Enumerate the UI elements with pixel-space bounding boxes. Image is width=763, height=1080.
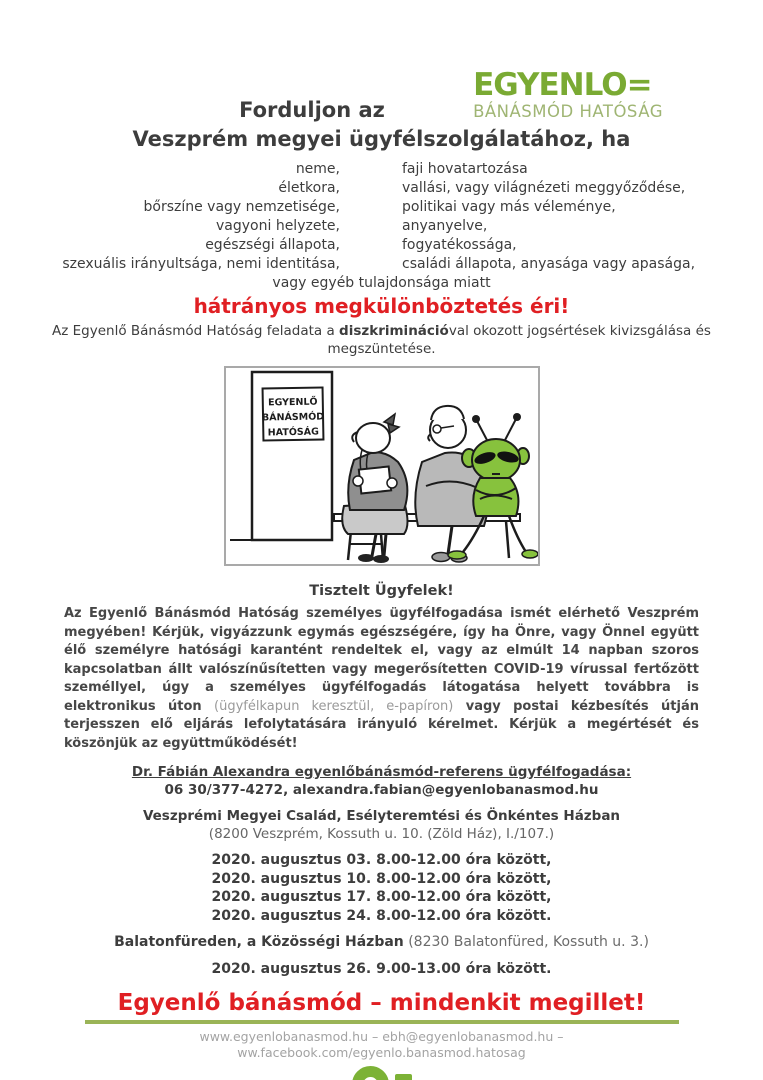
contact-block [0, 763, 763, 978]
grounds-closing-line: vagy egyéb tulajdonsága miatt [272, 275, 491, 291]
balaton-address: (8230 Balatonfüred, Kossuth u. 3.) [403, 934, 649, 950]
page-title-line2: Veszprém megyei ügyfélszolgálatához, ha [132, 127, 631, 151]
mission-prefix: Az Egyenlő Bánásmód Hatóság feladata a [52, 323, 340, 339]
list-item [0, 255, 763, 274]
waiting-person-woman [342, 414, 407, 563]
ground-right: családi állapota, anyasága vagy apasága, [402, 256, 696, 272]
slogan: Egyenlő bánásmód – mindenkit megillet! [117, 990, 646, 1016]
list-item [0, 179, 763, 198]
ebh-logo [473, 67, 663, 121]
ground-left: egészségi állapota, [205, 237, 340, 253]
mission-suffix: val okozott jogsértések kivizsgálása és megszüntetése. [327, 323, 711, 357]
ground-left: szexuális irányultsága, nemi identitása, [62, 256, 340, 272]
logo-ring-shape [352, 1066, 389, 1080]
divider-rule [85, 1020, 679, 1024]
schedule-date: 2020. augusztus 24. 8.00-12.00 óra között. [211, 907, 552, 924]
notice-text-2: vagy postai kézbesítés útján terjesszen elő eljárás lefolytatására irányuló kérelmet. Kérjük a megértését és köszönjük az együttműködését! [64, 698, 699, 751]
venue-address: (8200 Veszprém, Kossuth u. 10. (Zöld Ház), I./107.) [208, 826, 555, 842]
notice-text-gray: (ügyfélkapun keresztül, e-papíron) [214, 698, 454, 714]
ebh-logo-wordmark: EGYENLO= [473, 67, 652, 103]
ground-right: fogyatékossága, [402, 237, 517, 253]
list-item [0, 217, 763, 236]
list-item [0, 160, 763, 179]
office-sign [261, 387, 324, 440]
balaton-line [0, 933, 763, 952]
phone-email-line[interactable]: 06 30/377-4272, alexandra.fabian@egyenlobanasmod.hu [164, 782, 599, 798]
balaton-venue: Balatonfüreden, a Közösségi Házban [114, 934, 404, 950]
referent-line: Dr. Fábián Alexandra egyenlőbánásmód-referens ügyfélfogadása: [131, 764, 632, 780]
list-item [0, 236, 763, 255]
footer-links [0, 1029, 763, 1061]
ground-right: politikai vagy más véleménye, [402, 199, 616, 215]
svg-text:EGYENLŐ: EGYENLŐ [267, 396, 318, 409]
footer-link-facebook[interactable]: ww.facebook.com/egyenlo.banasmod.hatosag [237, 1045, 526, 1060]
ground-left: vagyoni helyzete, [216, 218, 340, 234]
balaton-schedule-date: 2020. augusztus 26. 9.00-13.00 óra között. [211, 960, 552, 977]
svg-text:HATÓSÁG: HATÓSÁG [267, 426, 319, 439]
waiting-room-cartoon [224, 366, 540, 566]
notice-text-1: Az Egyenlő Bánásmód Hatóság személyes ügyfélfogadása ismét elérhető Veszprém megyében! Kérjük, vigyázzunk egymás egészségére, így ha Önre, vagy Önnel együtt élő személyre hatósági karantént rendeltek el, vagy az elmúlt 14 napban szoros kapcsolatban állt valószínűsítetten vagy megerősítetten COVID-19 vírussal fertőzött személlyel, úgy a személyes ügyfélfogadás látogatása helyett továbbra is elektronikus úton [64, 606, 699, 714]
ground-left: életkora, [278, 180, 340, 196]
svg-text:BÁNÁSMÓD: BÁNÁSMÓD [261, 411, 324, 424]
ground-right: vallási, vagy világnézeti meggyőződése, [402, 180, 686, 196]
ground-left: bőrszíne vagy nemzetisége, [143, 199, 340, 215]
schedule-list [0, 851, 763, 925]
ground-right: anyanyelve, [402, 218, 488, 234]
discrimination-grounds-list [0, 160, 763, 274]
footer-link-web-email[interactable]: www.egyenlobanasmod.hu – ebh@egyenlobanasmod.hu – [199, 1029, 564, 1044]
schedule-date: 2020. augusztus 17. 8.00-12.00 óra között, [211, 889, 552, 905]
ground-right: faji hovatartozása [402, 161, 528, 177]
ground-left: neme, [295, 161, 340, 177]
discrimination-highlight: hátrányos megkülönböztetés éri! [193, 294, 570, 318]
mission-bold-word: diszkrimináció [339, 323, 449, 339]
notice-title: Tisztelt Ügyfelek! [309, 583, 454, 599]
ebh-equals-logo-icon [0, 1066, 763, 1080]
mission-statement [42, 322, 722, 358]
ebh-logo-subtitle: BÁNÁSMÓD HATÓSÁG [473, 102, 663, 121]
notice-paragraph [64, 605, 699, 753]
schedule-date: 2020. augusztus 03. 8.00-12.00 óra között, [211, 852, 552, 868]
page-title-line1: Forduljon az [239, 98, 385, 122]
list-item [0, 198, 763, 217]
venue-name: Veszprémi Megyei Család, Esélyteremtési és Önkéntes Házban [142, 808, 621, 824]
logo-equals-shape [395, 1074, 412, 1080]
schedule-date: 2020. augusztus 10. 8.00-12.00 óra között, [211, 870, 552, 887]
